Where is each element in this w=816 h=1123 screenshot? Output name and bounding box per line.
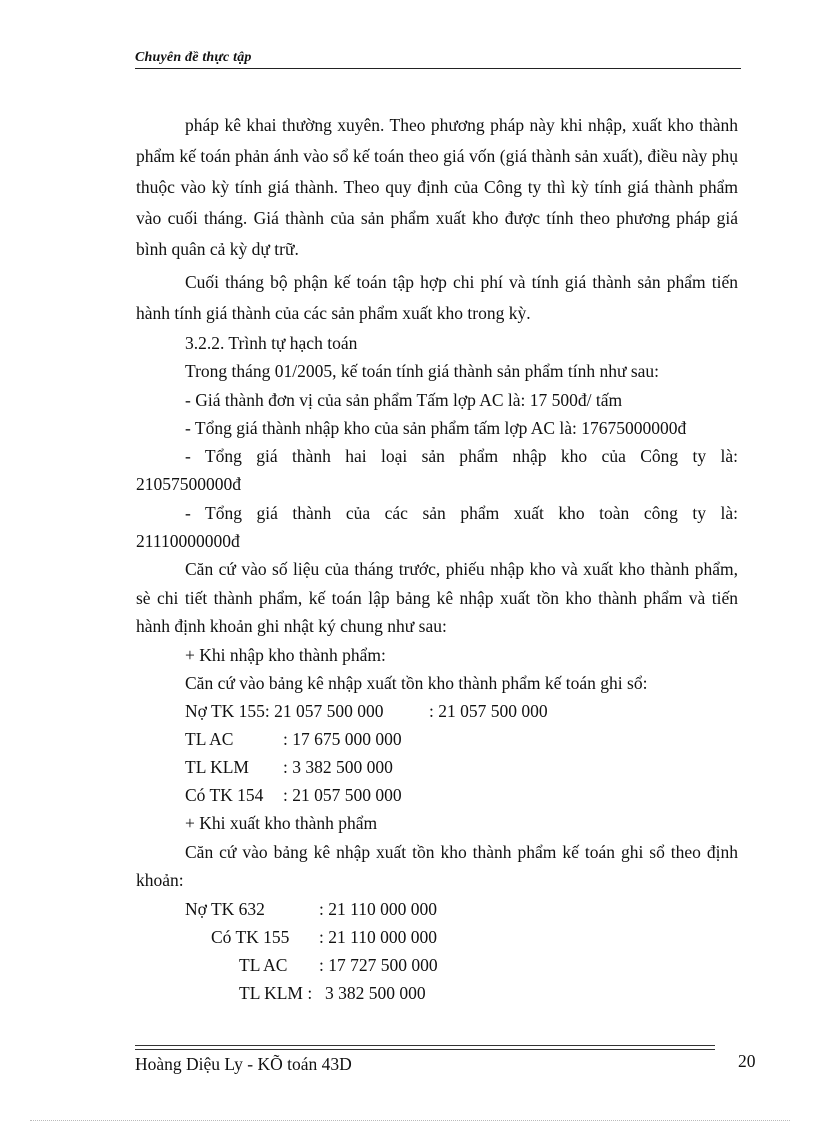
footer-rule-bottom <box>135 1049 715 1050</box>
entry-label: Có TK 154 <box>185 785 264 806</box>
journal-entry <box>136 753 738 781</box>
export-heading: + Khi xuất kho thành phẩm <box>185 813 378 834</box>
bullet-unit-cost: - Giá thành đơn vị của sản phẩm Tấm lợp AC là: 17 500đ/ tấm <box>185 389 623 410</box>
entry-label: Có TK 155 <box>211 926 290 947</box>
import-heading: + Khi nhập kho thành phẩm: <box>185 644 386 665</box>
entry-value: : 3 382 500 000 <box>283 757 393 778</box>
page-header-title: Chuyên đề thực tập <box>135 50 252 65</box>
entry-value: : 21 110 000 000 <box>319 926 437 947</box>
export-basis: Căn cứ vào bảng kê nhập xuất tồn kho thành phẩm kế toán ghi sổ theo định khoản: <box>136 841 738 891</box>
bullet-ac-total: - Tổng giá thành nhập kho của sản phẩm tấm lợp AC là: 17675000000đ <box>185 417 687 438</box>
entry-label: Nợ TK 155: 21 057 500 000 <box>185 701 384 722</box>
page-edge-divider <box>30 1120 790 1121</box>
journal-entry <box>136 697 738 725</box>
journal-entry <box>136 725 738 753</box>
document-body <box>136 110 738 1007</box>
paragraph-month-end: Cuối tháng bộ phận kế toán tập hợp chi phí và tính giá thành sản phẩm tiến hành tính giá thành của các sản phẩm xuất kho trong kỳ. <box>136 272 738 323</box>
bullet-export-total: - Tổng giá thành của các sản phẩm xuất kho toàn công ty là: <box>185 502 738 523</box>
header-rule <box>135 68 741 69</box>
journal-entry <box>136 979 738 1007</box>
bullet-export-total-value: 21110000000đ <box>136 531 240 552</box>
entry-label: Nợ TK 632 <box>185 898 265 919</box>
entry-value: : 21 110 000 000 <box>319 898 437 919</box>
bullet-two-products: - Tổng giá thành hai loại sản phẩm nhập kho của Công ty là: <box>185 446 738 467</box>
bullet-two-products-value: 21057500000đ <box>136 474 241 495</box>
entry-value: : 17 675 000 000 <box>283 729 402 750</box>
section-heading: 3.2.2. Trình tự hạch toán <box>185 333 358 353</box>
journal-entry <box>136 895 738 923</box>
import-basis: Căn cứ vào bảng kê nhập xuất tồn kho thành phẩm kế toán ghi sổ: <box>185 673 648 694</box>
import-journal-entries <box>136 697 738 809</box>
paragraph-ledger-basis: Căn cứ vào số liệu của tháng trước, phiếu nhập kho và xuất kho thành phẩm, sè chi tiết thành phẩm, kế toán lập bảng kê nhập xuất tồn kho thành phẩm và tiến hành định khoản ghi nhật ký chung như sau: <box>136 559 738 637</box>
entry-label: TL KLM <box>185 757 249 778</box>
paragraph-costing-method: pháp kê khai thường xuyên. Theo phương pháp này khi nhập, xuất kho thành phẩm kế toán phản ánh vào sổ kế toán theo giá vốn (giá thành sản xuất), điều này phụ thuộc vào kỳ tính giá thành. Theo quy định của Công ty thì kỳ tính giá thành phẩm vào cuối tháng. Giá thành của sản phẩm xuất kho được tính theo phương pháp giá bình quân cả kỳ dự trữ. <box>136 115 738 259</box>
journal-entry <box>136 781 738 809</box>
entry-value: : 21 057 500 000 <box>429 701 548 722</box>
intro-line: Trong tháng 01/2005, kế toán tính giá thành sản phẩm tính như sau: <box>185 361 660 382</box>
journal-entry <box>136 951 738 979</box>
entry-label: TL KLM : <box>239 982 313 1003</box>
entry-label: TL AC <box>239 954 288 975</box>
export-journal-entries <box>136 895 738 1007</box>
journal-entry <box>136 923 738 951</box>
page-number: 20 <box>738 1051 756 1071</box>
footer-rule-top <box>135 1045 715 1046</box>
footer-author: Hoàng Diệu Ly - KÕ toán 43D <box>135 1054 352 1074</box>
entry-value: : 21 057 500 000 <box>283 785 402 806</box>
entry-label: TL AC <box>185 729 234 750</box>
entry-value: : 17 727 500 000 <box>319 954 438 975</box>
entry-value: 3 382 500 000 <box>325 982 426 1003</box>
